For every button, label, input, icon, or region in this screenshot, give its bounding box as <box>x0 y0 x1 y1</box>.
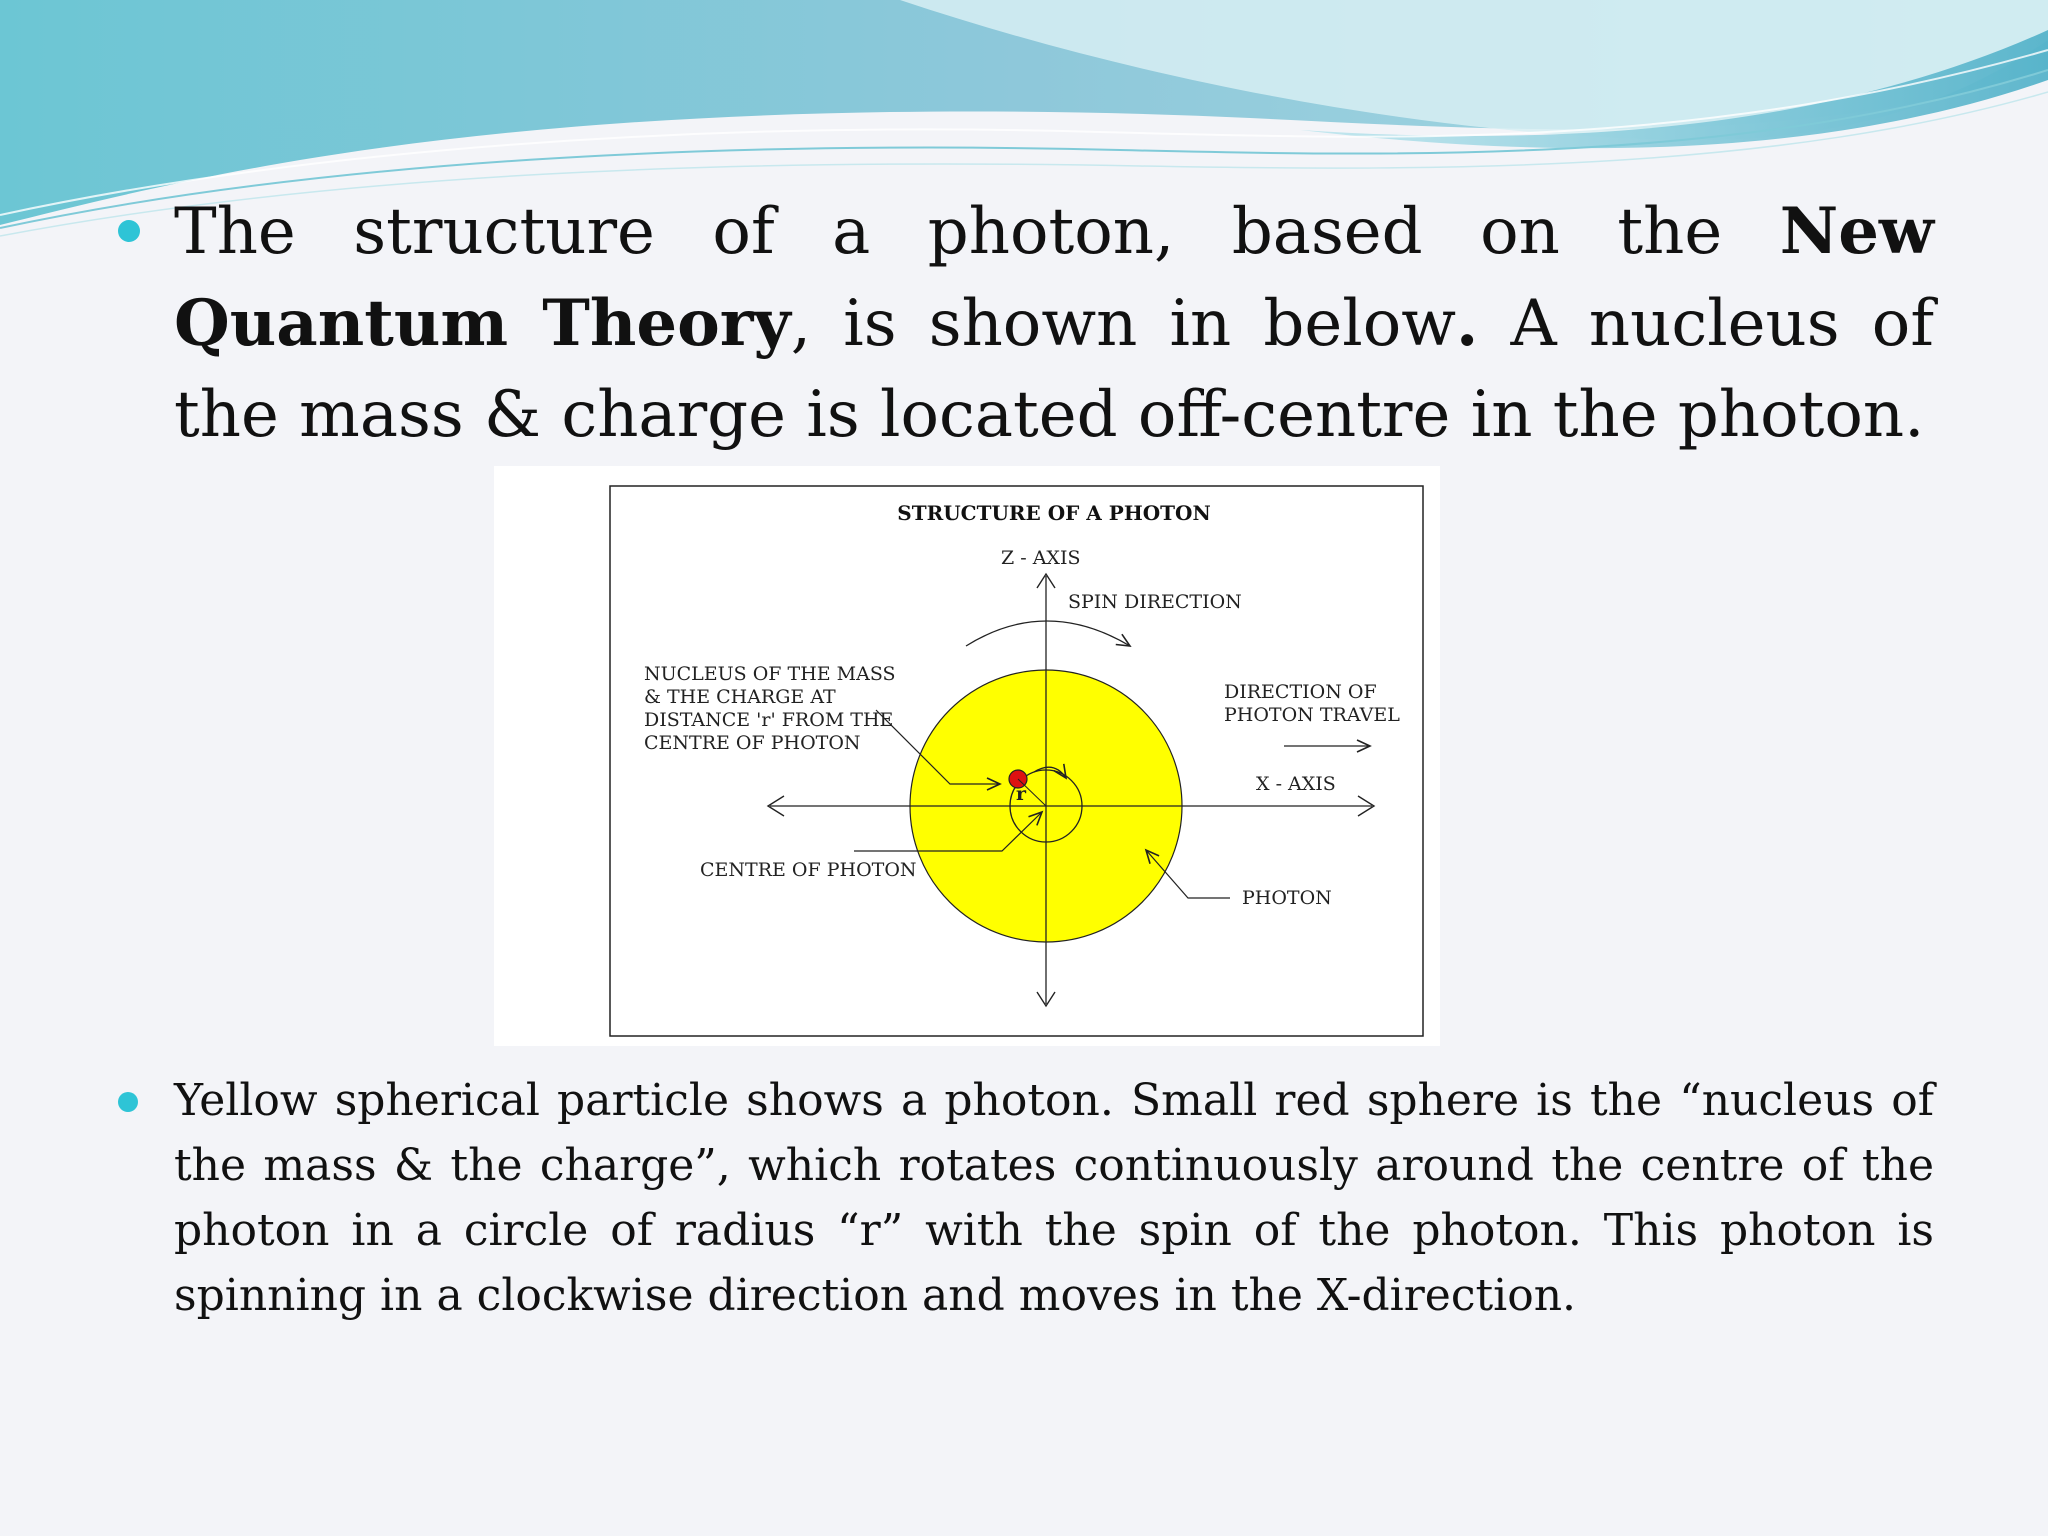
photon-diagram <box>494 466 1440 1046</box>
bullet-icon <box>118 220 140 242</box>
intro-text-1: The structure of a photon, based on the <box>174 195 1780 269</box>
spin-direction-label: SPIN DIRECTION <box>1068 591 1242 613</box>
intro-bold-period: . <box>1456 286 1479 361</box>
diagram-title: STRUCTURE OF A PHOTON <box>897 501 1211 525</box>
intro-text-2: , is shown in below <box>790 287 1457 361</box>
nucleus-label: NUCLEUS OF THE MASS & THE CHARGE AT DISTANCE 'r' FROM THE CENTRE OF PHOTON <box>644 663 896 754</box>
intro-text-3: A nucleus of the mass & charge is located off-centre in the photon. <box>174 287 1935 452</box>
direction-label: DIRECTION OF PHOTON TRAVEL <box>1224 681 1400 726</box>
bullet-icon <box>118 1092 138 1112</box>
x-axis-label: X - AXIS <box>1256 773 1336 795</box>
photon-structure-figure <box>494 466 1440 1046</box>
paragraph-intro <box>174 186 1934 461</box>
photon-label: PHOTON <box>1242 887 1332 909</box>
paragraph-explanation: Yellow spherical particle shows a photon. Small red sphere is the “nucleus of the mass & the charge”, which rotates continuously around the centre of the photon in a circle of radius “r” with the spin of the photon. This photon is spinning in a clockwise direction and moves in the X-direction. <box>174 1075 1934 1321</box>
z-axis-label: Z - AXIS <box>1001 547 1081 569</box>
centre-label: CENTRE OF PHOTON <box>700 859 917 881</box>
r-label: r <box>1016 783 1027 805</box>
intro-bold-theory: New Quantum Theory <box>174 194 1934 361</box>
